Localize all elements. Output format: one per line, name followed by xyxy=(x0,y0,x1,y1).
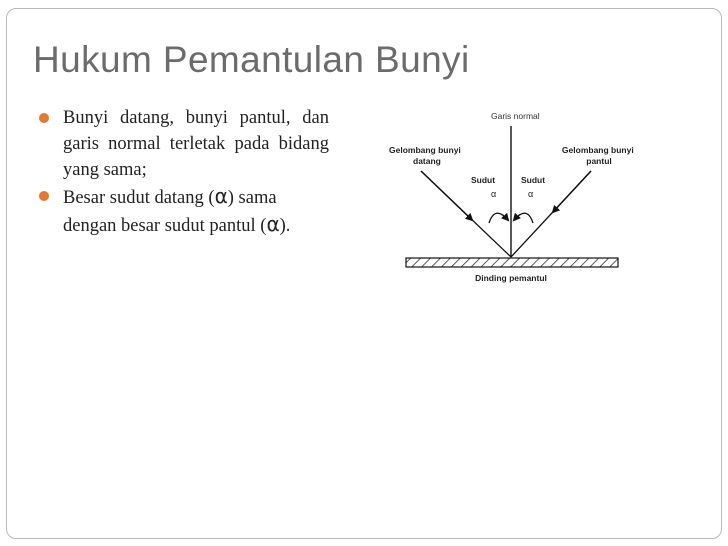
bullet-icon xyxy=(39,113,49,123)
reflected-label xyxy=(562,145,635,166)
bullet-text-part: Besar sudut datang ( xyxy=(63,188,215,208)
normal-label: Garis normal xyxy=(491,111,540,121)
bullet-list xyxy=(37,105,329,239)
incident-label-line2: datang xyxy=(413,156,441,166)
bullet-text xyxy=(63,184,291,236)
reflecting-wall xyxy=(406,258,618,267)
angle-arc-left xyxy=(489,213,508,223)
alpha-symbol: α xyxy=(214,184,228,208)
incident-label-line1: Gelombang bunyi xyxy=(389,145,461,155)
angle-right-symbol: α xyxy=(528,189,534,199)
slide-title: Hukum Pemantulan Bunyi xyxy=(33,39,470,80)
incident-arrow xyxy=(421,171,472,220)
bullet-icon xyxy=(39,191,49,201)
angle-left-label: Sudut xyxy=(471,175,496,185)
bullet-item xyxy=(37,183,329,239)
reflected-arrow xyxy=(553,171,591,212)
angle-arc-right xyxy=(514,213,533,223)
angle-right-label: Sudut xyxy=(521,175,546,185)
angle-left-symbol: α xyxy=(491,189,497,199)
alpha-symbol: α xyxy=(266,212,280,236)
bullet-text: Bunyi datang, bunyi pantul, dan garis normal terletak pada bidang yang sama; xyxy=(63,108,329,180)
reflection-diagram xyxy=(385,105,635,291)
bullet-text-part: ) sama dengan besar sudut pantul ( xyxy=(63,188,277,236)
surface-label: Dinding pemantul xyxy=(475,273,547,283)
bullet-text-part: ). xyxy=(279,216,291,236)
slide xyxy=(6,8,722,539)
reflected-label-line1: Gelombang bunyi xyxy=(561,145,634,155)
reflected-label-line2: pantul xyxy=(586,156,612,166)
incident-label xyxy=(389,145,463,166)
bullet-item xyxy=(37,105,329,183)
